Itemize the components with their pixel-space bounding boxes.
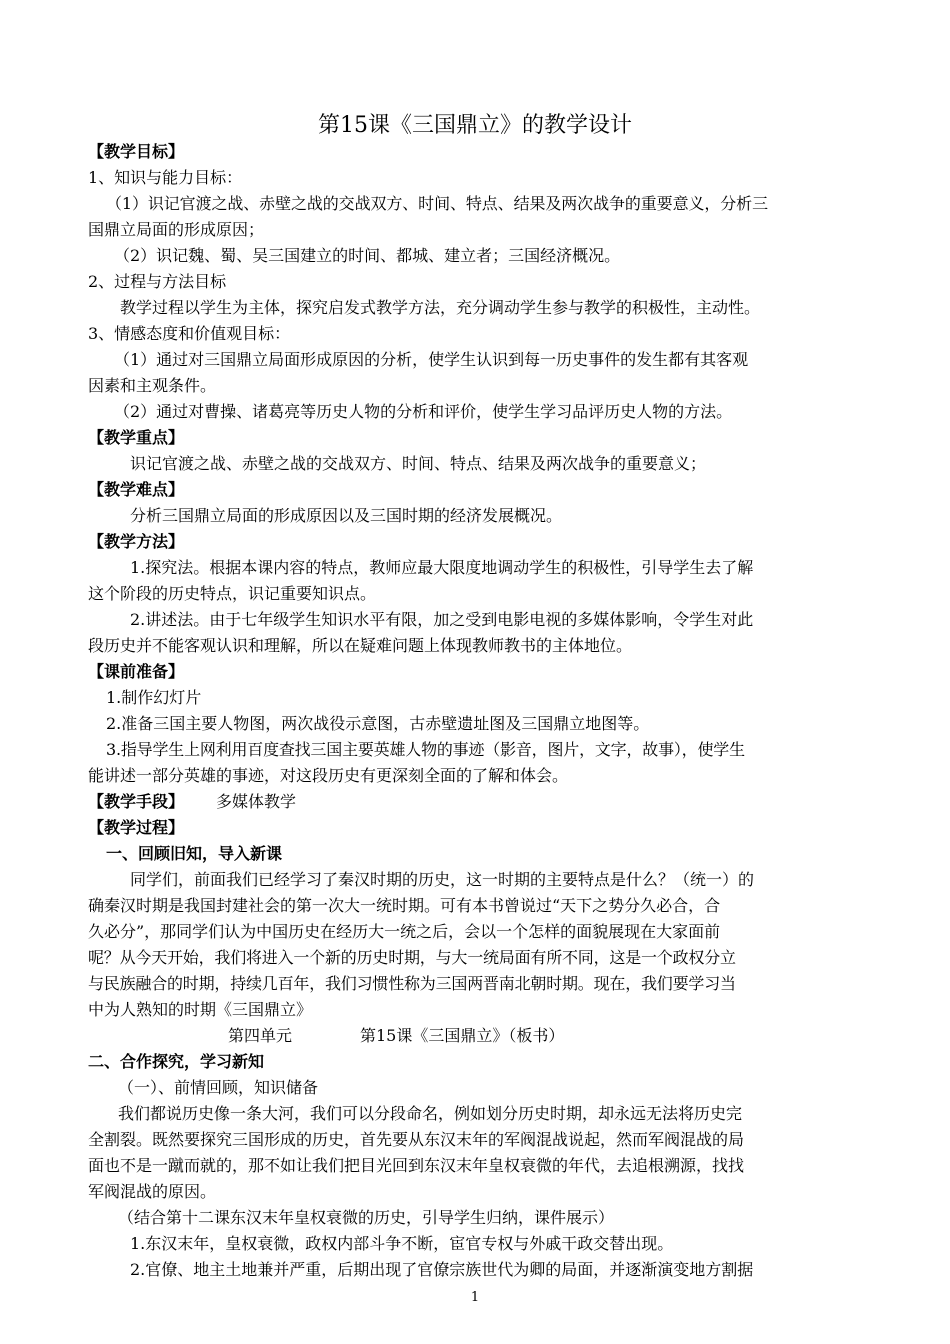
text-line: 我们都说历史像一条大河，我们可以分段命名，例如划分历史时期，却永远无法将历史完 bbox=[118, 1104, 743, 1123]
text-line: 3.指导学生上网利用百度查找三国主要英雄人物的事迹（影音，图片，文字，故事），使学生 bbox=[106, 740, 745, 759]
text-line: 段历史并不能客观认识和理解，所以在疑难问题上体现教师教书的主体地位。 bbox=[88, 636, 633, 655]
heading-means: 【教学手段】 bbox=[88, 792, 185, 811]
board-unit: 第四单元 bbox=[228, 1026, 293, 1045]
text-line: （1）识记官渡之战、赤壁之战的交战双方、时间、特点、结果及两次战争的重要意义，分析三 bbox=[106, 194, 768, 213]
text-line: （结合第十二课东汉末年皇权衰微的历史，引导学生归纳，课件展示） bbox=[118, 1208, 615, 1227]
means-value: 多媒体教学 bbox=[216, 792, 297, 811]
text-line: （一）、前情回顾，知识储备 bbox=[118, 1078, 319, 1097]
text-line: 识记官渡之战、赤壁之战的交战双方、时间、特点、结果及两次战争的重要意义； bbox=[130, 454, 707, 473]
text-line: 1.东汉末年，皇权衰微，政权内部斗争不断，宦官专权与外戚干政交替出现。 bbox=[130, 1234, 674, 1253]
heading-difficulties: 【教学难点】 bbox=[88, 480, 185, 499]
document-title: 第15课《三国鼎立》的教学设计 bbox=[318, 113, 632, 138]
section-heading-review: 一、回顾旧知，导入新课 bbox=[106, 844, 283, 863]
text-line: 教学过程以学生为主体，探究启发式教学方法，充分调动学生参与教学的积极性，主动性。 bbox=[120, 298, 761, 317]
heading-key-points: 【教学重点】 bbox=[88, 428, 185, 447]
text-line: 同学们，前面我们已经学习了秦汉时期的历史，这一时期的主要特点是什么？（统一）的 bbox=[130, 870, 755, 889]
heading-preparation: 【课前准备】 bbox=[88, 662, 185, 681]
text-line: （1）通过对三国鼎立局面形成原因的分析，使学生认识到每一历史事件的发生都有其客观 bbox=[114, 350, 749, 369]
text-line: 3、情感态度和价值观目标： bbox=[88, 324, 291, 343]
text-line: 呢？从今天开始，我们将进入一个新的历史时期，与大一统局面有所不同，这是一个政权分立 bbox=[88, 948, 736, 967]
text-line: 军阀混战的原因。 bbox=[88, 1182, 217, 1201]
text-line: 国鼎立局面的形成原因； bbox=[88, 220, 265, 239]
text-line: 确秦汉时期是我国封建社会的第一次大一统时期。可有本书曾说过“天下之势分久必合，合 bbox=[88, 896, 721, 915]
text-line: 2.准备三国主要人物图，两次战役示意图，古赤壁遗址图及三国鼎立地图等。 bbox=[106, 714, 650, 733]
text-line: 1.制作幻灯片 bbox=[106, 688, 202, 707]
heading-methods: 【教学方法】 bbox=[88, 532, 185, 551]
text-line: 这个阶段的历史特点，识记重要知识点。 bbox=[88, 584, 377, 603]
text-line: 分析三国鼎立局面的形成原因以及三国时期的经济发展概况。 bbox=[130, 506, 563, 525]
heading-objectives: 【教学目标】 bbox=[88, 142, 185, 161]
heading-process: 【教学过程】 bbox=[88, 818, 185, 837]
text-line: 与民族融合的时期，持续几百年，我们习惯性称为三国两晋南北朝时期。现在，我们要学习当 bbox=[88, 974, 736, 993]
text-line: 能讲述一部分英雄的事迹，对这段历史有更深刻全面的了解和体会。 bbox=[88, 766, 569, 785]
section-heading-explore: 二、合作探究，学习新知 bbox=[88, 1052, 265, 1071]
text-line: 2、过程与方法目标 bbox=[88, 272, 227, 291]
text-line: 全割裂。既然要探究三国形成的历史，首先要从东汉末年的军阀混战说起，然而军阀混战的局 bbox=[88, 1130, 745, 1149]
text-line: 1、知识与能力目标： bbox=[88, 168, 243, 187]
text-line: （2）识记魏、蜀、吴三国建立的时间、都城、建立者；三国经济概况。 bbox=[114, 246, 621, 265]
page-number: 1 bbox=[470, 1290, 480, 1305]
text-line: 2.讲述法。由于七年级学生知识水平有限，加之受到电影电视的多媒体影响，令学生对此 bbox=[130, 610, 754, 629]
text-line: 因素和主观条件。 bbox=[88, 376, 217, 395]
text-line: 久必分”，那同学们认为中国历史在经历大一统之后，会以一个怎样的面貌展现在大家面前 bbox=[88, 922, 721, 941]
text-line: 2.官僚、地主土地兼并严重，后期出现了官僚宗族世代为卿的局面，并逐渐演变地方割据 bbox=[130, 1260, 754, 1279]
text-line: 1.探究法。根据本课内容的特点，教师应最大限度地调动学生的积极性，引导学生去了解 bbox=[130, 558, 754, 577]
text-line: （2）通过对曹操、诸葛亮等历史人物的分析和评价，使学生学习品评历史人物的方法。 bbox=[114, 402, 733, 421]
text-line: 面也不是一蹴而就的，那不如让我们把目光回到东汉末年皇权衰微的年代，去追根溯源，找找 bbox=[88, 1156, 745, 1175]
text-line: 中为人熟知的时期《三国鼎立》 bbox=[88, 1000, 313, 1019]
board-lesson: 第15课《三国鼎立》（板书） bbox=[360, 1026, 565, 1045]
